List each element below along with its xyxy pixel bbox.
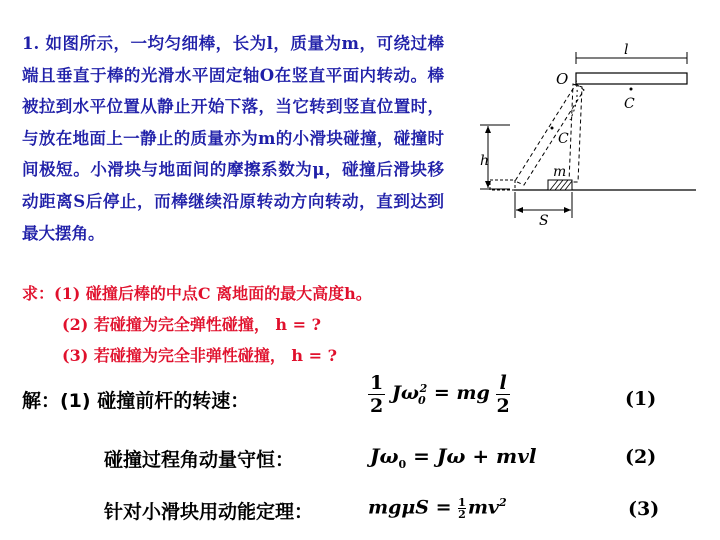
problem-statement xyxy=(22,28,444,249)
label-l: l xyxy=(624,42,629,58)
problem-text: 1. 如图所示，一均匀细棒，长为l，质量为m，可绕过棒端且垂直于棒的光滑水平固定轴O在竖直平面内转动。棒被拉到水平位置从静止开始下落，当它转到竖直位置时，与放在地面上一静止的质量亦为m的小滑块碰撞，碰撞时间极短。小滑块与地面间的摩擦系数为μ，碰撞后滑块移动距离S后停止，而棒继续沿原转动方向转动，直到达到最大摆角。 xyxy=(22,34,444,243)
height-arrow-up xyxy=(485,126,491,133)
equation-2: $J\omega_0 = J\omega$ + mvl xyxy=(370,444,537,471)
question-3: (3) 若碰撞为完全非弹性碰撞， h = ? xyxy=(62,346,337,365)
solution-step-2-label: 碰撞过程角动量守恒： xyxy=(104,449,295,471)
center-point-tilted xyxy=(551,127,554,130)
equation-3-number: (3) xyxy=(628,498,660,520)
equation-1-number: (1) xyxy=(625,388,657,410)
horizontal-rod xyxy=(576,73,687,84)
label-S: S xyxy=(539,213,549,229)
equation-3: mgμS = $\frac{1}{2}$ $mv^2$ xyxy=(368,495,507,521)
label-C-top: C xyxy=(624,96,635,112)
label-C-mid: C xyxy=(558,131,569,147)
label-h: h xyxy=(480,153,490,169)
center-point-top xyxy=(630,88,633,91)
solution-step-3-label: 针对小滑块用动能定理： xyxy=(104,501,314,523)
question-1: 求：(1) 碰撞后棒的中点C 离地面的最大高度h。 xyxy=(22,284,372,303)
distance-arrow-right xyxy=(564,207,571,213)
vertical-rod-dashed xyxy=(569,84,582,182)
question-2: (2) 若碰撞为完全弹性碰撞， h = ? xyxy=(62,315,321,334)
pivot-arc xyxy=(570,80,577,120)
rod-diagram xyxy=(458,40,708,230)
tilted-rod-dashed xyxy=(515,84,584,185)
distance-arrow-left xyxy=(516,207,523,213)
equation-1: $\frac{1}{2}$ $J\omega_0^2$ = mg $\frac{l}{2}$ xyxy=(370,372,510,417)
label-m: m xyxy=(553,164,567,180)
label-O: O xyxy=(556,70,569,88)
solution-step-1-label: 解：(1) 碰撞前杆的转速： xyxy=(22,390,250,412)
equation-2-number: (2) xyxy=(625,446,657,468)
